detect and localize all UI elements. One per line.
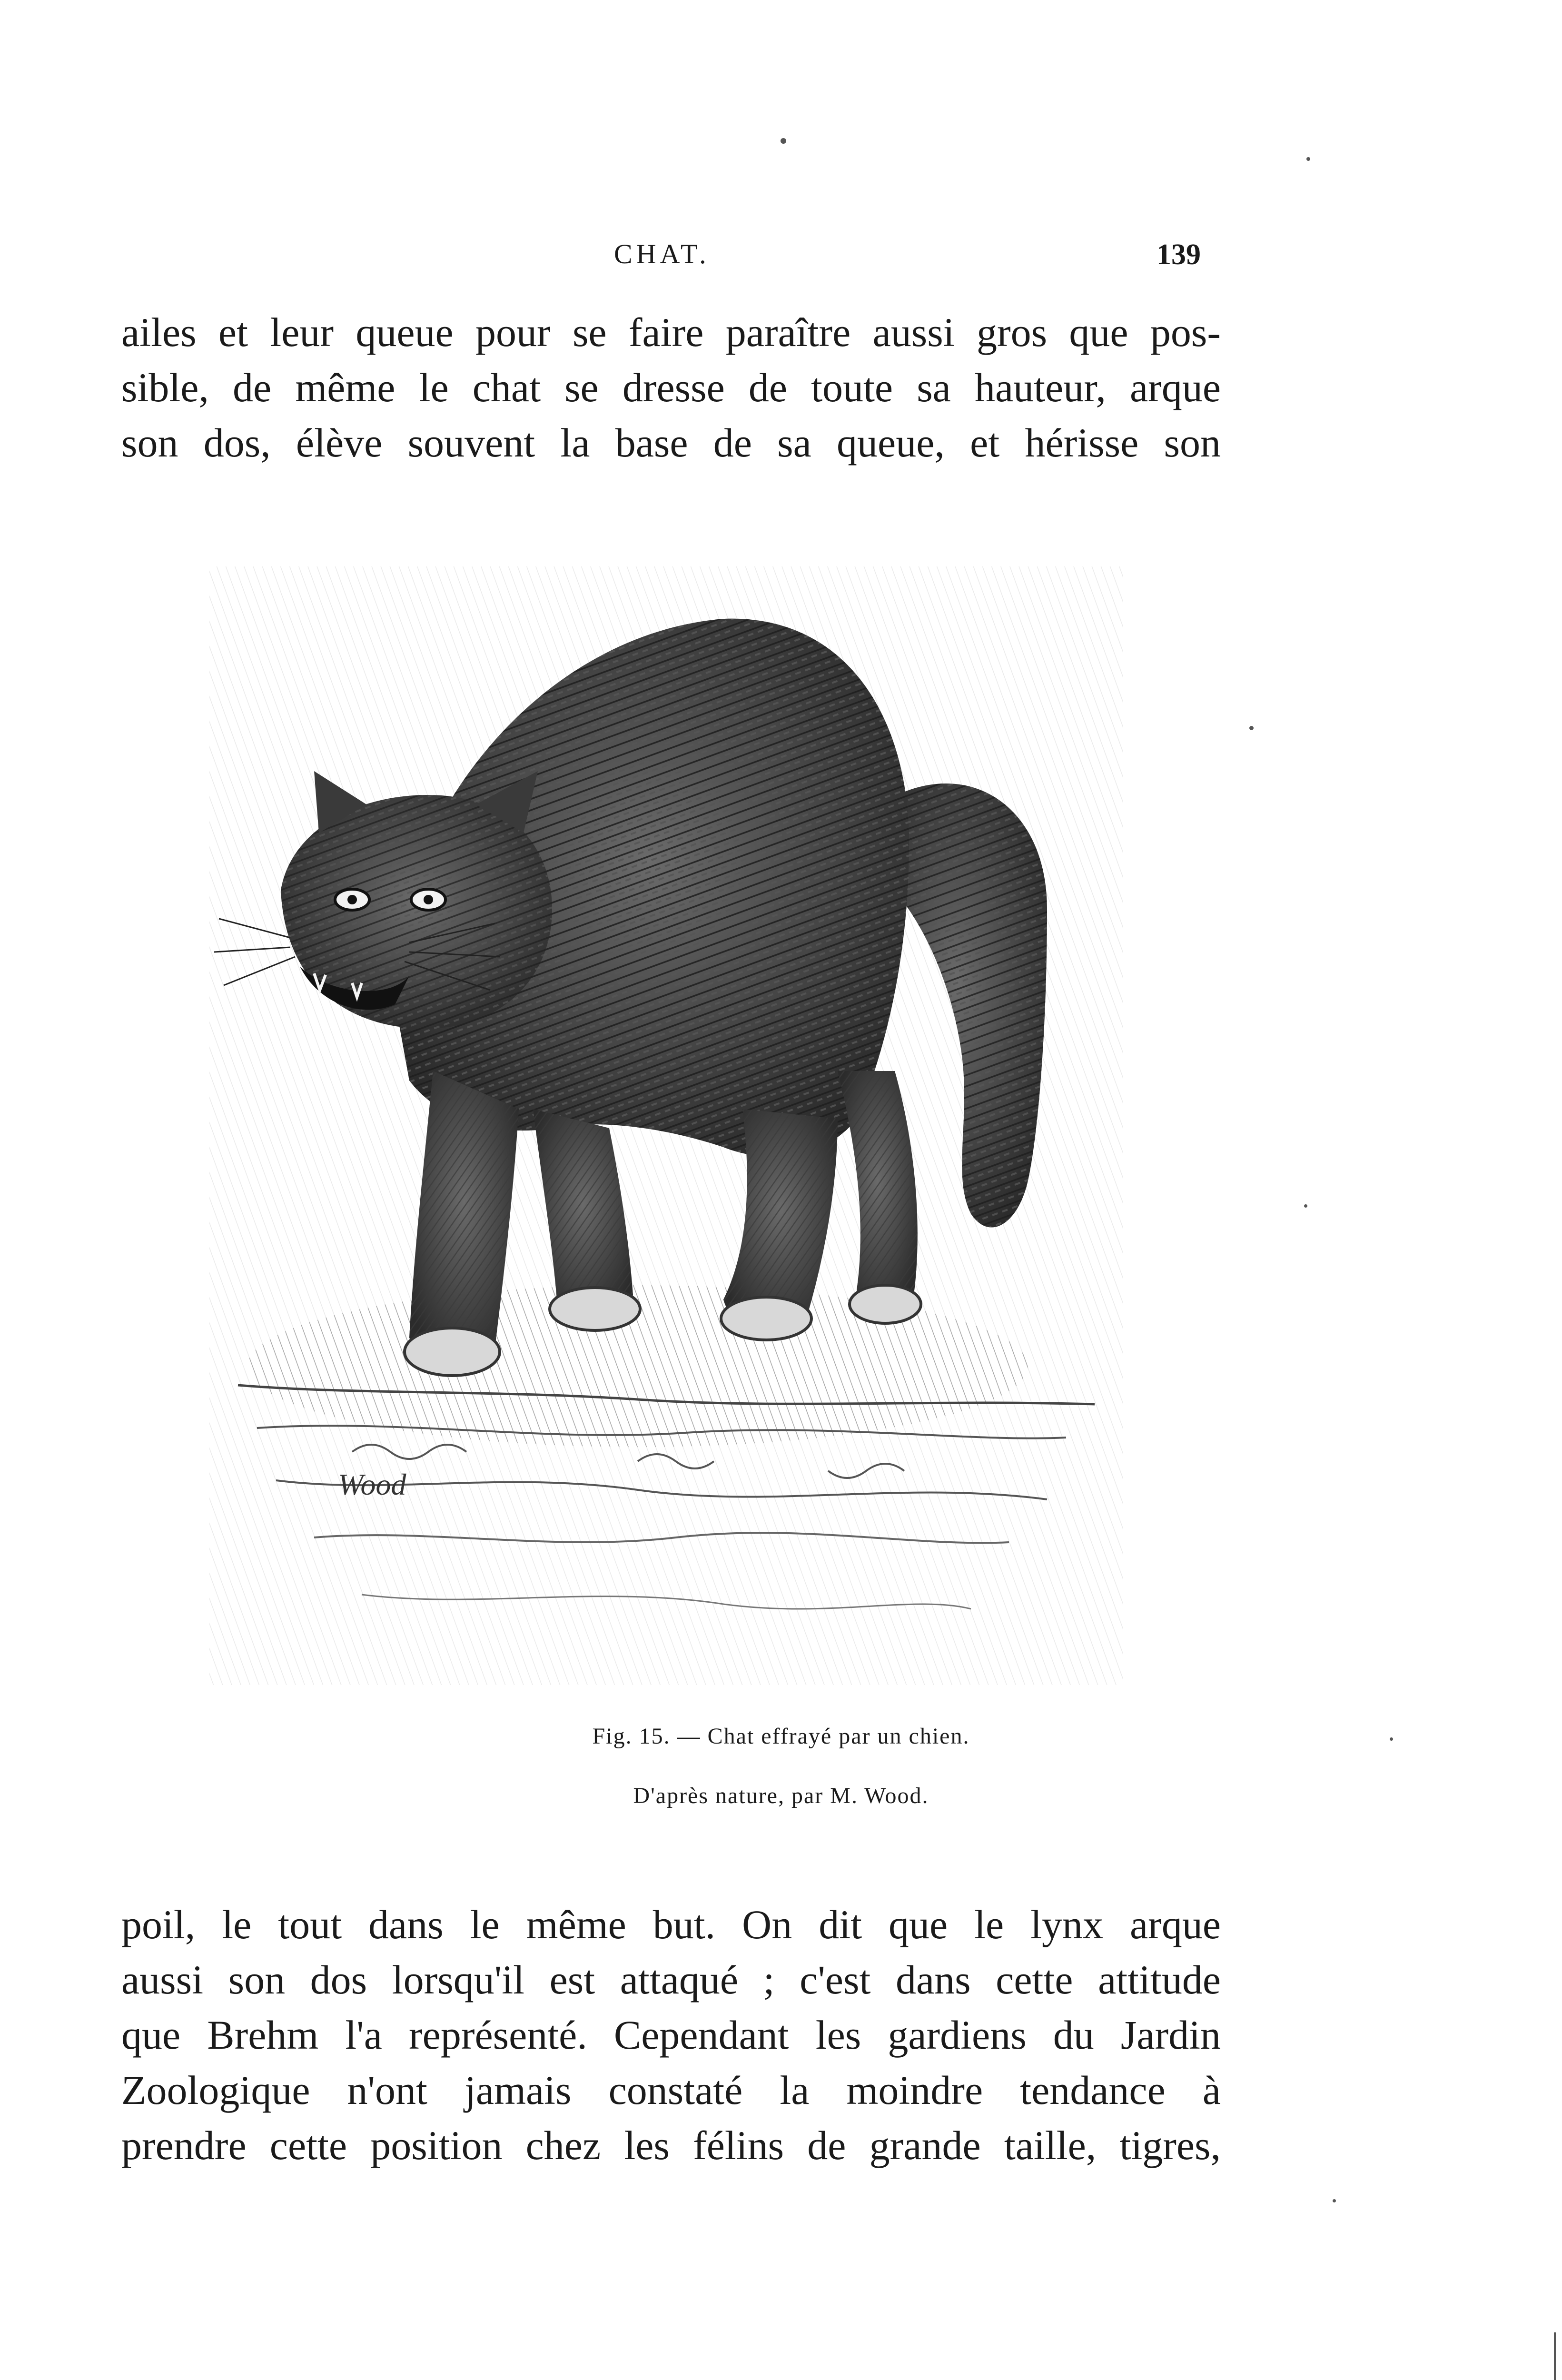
text-line: aussi son dos lorsqu'il est attaqué ; c'est dans cette attitude [121,1957,1221,2003]
text-line: sible, de même le chat se dresse de toute sa hauteur, arque [121,365,1221,410]
scan-speck [1333,2199,1336,2202]
text-line: ailes et leur queue pour se faire paraître aussi gros que pos- [121,309,1221,355]
text-line: Zoologique n'ont jamais constaté la moindre tendance à [121,2067,1221,2113]
figure-caption: Fig. 15. — Chat effrayé par un chien. [592,1724,970,1749]
page-header [0,238,1562,276]
cat-engraving [209,547,1123,1690]
running-head: CHAT. [614,238,710,269]
scan-speck [1306,157,1310,161]
scan-speck [1554,2332,1556,2380]
page-number: 139 [1157,238,1201,271]
text-line: son dos, élève souvent la base de sa queue, et hérisse son [121,420,1221,466]
figure-credit: D'après nature, par M. Wood. [633,1783,929,1808]
frightened-cat-illustration [209,547,1123,1690]
text-line: que Brehm l'a représenté. Cependant les gardiens du Jardin [121,2012,1221,2058]
text-line: poil, le tout dans le même but. On dit que le lynx arque [121,1902,1221,1947]
scan-speck [1304,1204,1307,1208]
engraver-signature: Wood [338,1468,406,1501]
scan-speck [1249,726,1254,730]
paragraph-top [121,305,1221,470]
scan-speck [1390,1737,1393,1741]
scan-speck [781,138,786,144]
text-line: prendre cette position chez les félins de grande taille, tigres, [121,2122,1221,2168]
paragraph-bottom [121,1897,1221,2173]
